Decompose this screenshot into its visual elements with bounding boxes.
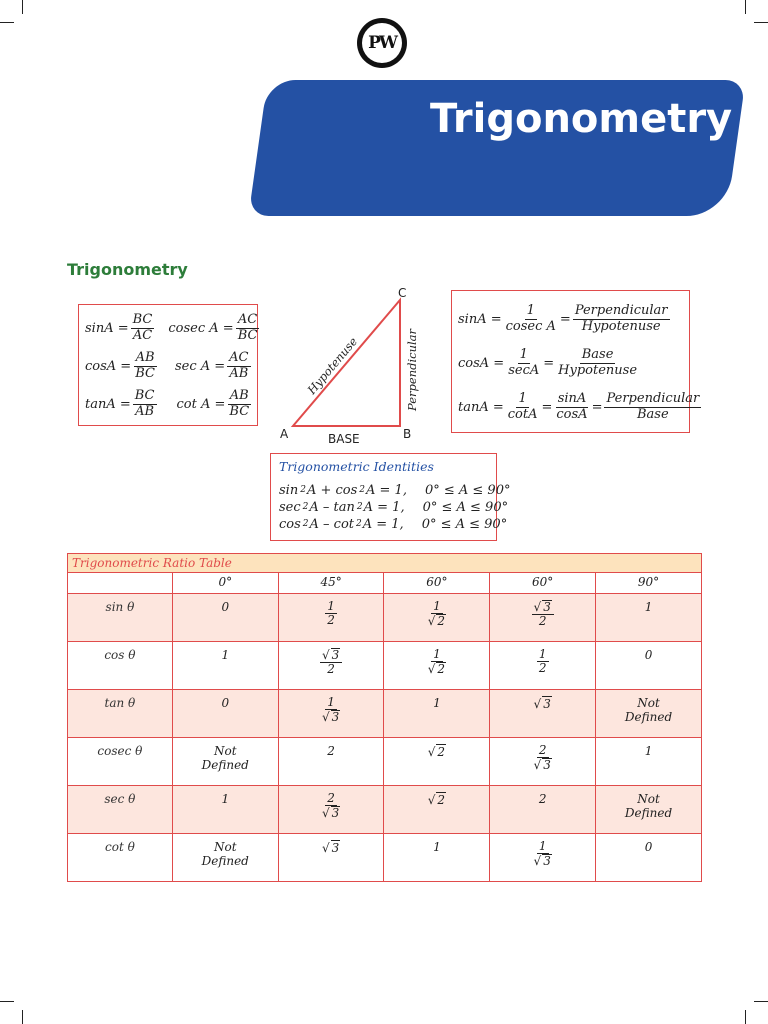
crop-mark xyxy=(0,22,14,23)
fraction-numerator: √ 3 xyxy=(532,600,554,615)
exponent: 2 xyxy=(359,485,365,495)
fraction-denominator: secA xyxy=(508,362,540,378)
equals-sign: = xyxy=(543,355,555,371)
identity-row xyxy=(279,499,509,516)
row-label: tan θ xyxy=(68,690,173,738)
crop-mark xyxy=(754,22,768,23)
table-cell: 0 xyxy=(596,834,702,882)
table-cell xyxy=(384,594,490,642)
identity-list xyxy=(279,482,511,533)
fraction-numerator: BC xyxy=(132,312,153,328)
header-cell: 60° xyxy=(490,573,596,594)
radicand: 2 xyxy=(437,614,446,629)
radicand: 3 xyxy=(331,648,340,662)
fraction-denominator: BC xyxy=(229,403,250,419)
ratio-lhs: sinA = xyxy=(85,320,129,336)
definition-lhs: sinA = xyxy=(458,311,502,327)
equals-sign: = xyxy=(559,311,571,327)
table-cell: √ 3 xyxy=(278,834,384,882)
ratio-lhs: cosec A = xyxy=(168,320,234,336)
vertex-b-label: B xyxy=(403,427,412,441)
table-cell: 1 xyxy=(384,690,490,738)
not-defined-text: Not xyxy=(213,840,237,854)
table-cell: √ 2 xyxy=(384,738,490,786)
header-cell: 90° xyxy=(596,573,702,594)
table-cell xyxy=(278,786,384,834)
fraction-denominator: BC xyxy=(135,365,155,381)
table-caption: Trigonometric Ratio Table xyxy=(68,554,702,573)
definition-lhs: cosA = xyxy=(458,355,505,371)
identity-condition: 0° ≤ A ≤ 90° xyxy=(422,500,509,515)
fraction-numerator: Perpendicular xyxy=(606,391,700,407)
fraction-numerator: 1 xyxy=(518,391,527,407)
fraction-denominator: Hypotenuse xyxy=(581,318,661,334)
radicand: 3 xyxy=(331,841,340,855)
pw-logo xyxy=(357,18,407,68)
not-defined-text: Not xyxy=(637,792,660,806)
row-label: cosec θ xyxy=(68,738,173,786)
ratio-row xyxy=(85,309,258,347)
table-caption-row xyxy=(68,554,702,573)
fraction-denominator: 2 xyxy=(327,662,335,677)
fraction-numerator: 1 xyxy=(526,303,535,319)
header-cell: 45° xyxy=(278,573,384,594)
ratio-lhs: cosA = xyxy=(85,358,132,374)
crop-mark xyxy=(22,0,23,14)
exponent: 2 xyxy=(300,485,306,495)
table-cell xyxy=(278,642,384,690)
fraction-numerator: 2 xyxy=(327,791,335,805)
identity-row xyxy=(279,482,511,499)
crop-mark xyxy=(0,1001,14,1002)
table-cell xyxy=(596,690,702,738)
table-row xyxy=(68,642,702,690)
row-label: sin θ xyxy=(68,594,173,642)
fraction-denominator: cosA xyxy=(556,406,588,422)
not-defined-text: Not xyxy=(637,696,660,710)
identity-part: A – cot xyxy=(309,517,354,532)
identity-part: sec xyxy=(279,500,301,515)
right-triangle-diagram xyxy=(275,283,435,448)
equals-sign: = xyxy=(541,399,553,415)
fraction-numerator: sinA xyxy=(557,391,587,407)
table-cell: 0 xyxy=(596,642,702,690)
not-defined-text: Defined xyxy=(201,854,249,868)
radicand: 2 xyxy=(437,745,446,759)
radicand: 3 xyxy=(543,854,551,869)
definition-lhs: tanA = xyxy=(458,399,504,415)
ratio-fraction xyxy=(133,389,157,419)
table-cell xyxy=(490,594,596,642)
table-row xyxy=(68,786,702,834)
table-cell xyxy=(172,738,278,786)
definition-fraction xyxy=(504,304,558,334)
fraction-numerator: AB xyxy=(229,388,249,404)
radicand: 2 xyxy=(437,793,446,807)
exponent: 2 xyxy=(302,502,309,512)
fraction-numerator: 1 xyxy=(433,647,441,661)
pw-logo-text: PW xyxy=(362,23,402,63)
banner-title: Trigonometry xyxy=(430,96,733,142)
fraction-denominator: √ 3 xyxy=(533,758,551,773)
table-cell: 1 xyxy=(172,786,278,834)
fraction-numerator: AC xyxy=(237,312,258,328)
identity-part: A = 1, xyxy=(363,500,405,515)
table-cell: 1 xyxy=(384,834,490,882)
table-cell: 0 xyxy=(172,690,278,738)
ratio-row xyxy=(85,347,251,385)
vertex-c-label: C xyxy=(398,286,407,300)
identity-part: A – tan xyxy=(309,500,355,515)
crop-mark xyxy=(745,0,746,14)
triangle-shape xyxy=(293,300,400,426)
ratio-lhs: cot A = xyxy=(176,396,226,412)
identities-box xyxy=(270,453,511,541)
fraction-numerator: Perpendicular xyxy=(574,303,668,319)
fraction-numerator: AC xyxy=(229,350,249,366)
vertex-a-label: A xyxy=(280,427,289,441)
table-cell xyxy=(490,834,596,882)
radicand: 3 xyxy=(543,758,551,773)
ratio-fraction xyxy=(131,313,155,343)
fraction-denominator: √ 3 xyxy=(533,854,551,869)
section-title: Trigonometry xyxy=(67,260,188,279)
table-cell: 1 xyxy=(596,738,702,786)
equals-sign: = xyxy=(591,399,603,415)
fraction-denominator: Hypotenuse xyxy=(558,362,638,378)
ratio-row xyxy=(85,385,251,423)
identity-condition: 0° ≤ A ≤ 90° xyxy=(424,483,511,498)
radicand: 3 xyxy=(543,600,551,614)
ratios-box xyxy=(78,304,258,426)
definition-row xyxy=(458,297,683,341)
fraction-numerator: 1 xyxy=(327,599,335,613)
table-cell: 1 xyxy=(172,642,278,690)
fraction-denominator: √ 3 xyxy=(321,710,340,725)
identity-part: cos xyxy=(279,517,301,532)
fraction-numerator: 2 xyxy=(538,743,547,757)
definition-fraction xyxy=(506,392,540,422)
fraction-denominator: AB xyxy=(135,403,155,419)
perpendicular-label: Perpendicular xyxy=(405,328,419,411)
ratio-fraction xyxy=(133,351,157,381)
identity-part: sin xyxy=(279,483,299,498)
table-row xyxy=(68,738,702,786)
hypotenuse-label: Hypotenuse xyxy=(304,334,361,397)
exponent: 2 xyxy=(356,519,362,529)
fraction-numerator: 1 xyxy=(538,839,547,853)
header-cell xyxy=(68,573,173,594)
exponent: 2 xyxy=(356,502,363,512)
fraction-numerator: 1 xyxy=(433,599,441,613)
fraction-denominator: AB xyxy=(229,365,249,381)
fraction-denominator: AC xyxy=(132,327,153,343)
ratio-fraction xyxy=(227,351,250,381)
fraction-numerator: BC xyxy=(134,388,155,404)
definition-fraction xyxy=(556,348,639,378)
ratio-fraction xyxy=(236,313,260,343)
crop-mark xyxy=(745,1010,746,1024)
radicand: 2 xyxy=(437,662,446,677)
definition-fraction xyxy=(506,348,541,378)
fraction-denominator: √ 2 xyxy=(427,614,446,629)
header-cell: 60° xyxy=(384,573,490,594)
definition-fraction xyxy=(573,304,670,334)
identity-part: A + cos xyxy=(306,483,358,498)
table-cell xyxy=(384,642,490,690)
table-cell xyxy=(490,738,596,786)
not-defined-text: Defined xyxy=(624,710,673,724)
header-cell: 0° xyxy=(172,573,278,594)
fraction-numerator: √ 3 xyxy=(320,648,342,663)
fraction-denominator: BC xyxy=(237,327,258,343)
base-label: BASE xyxy=(328,432,360,446)
table-row xyxy=(68,690,702,738)
fraction-denominator: √ 2 xyxy=(427,662,446,677)
definitions-box xyxy=(451,290,700,433)
fraction-numerator: 1 xyxy=(327,695,335,709)
fraction-numerator: Base xyxy=(581,347,614,363)
identities-title: Trigonometric Identities xyxy=(279,459,434,474)
definition-row xyxy=(458,341,683,385)
table-cell: √ 3 xyxy=(490,690,596,738)
table-header-row xyxy=(68,573,702,594)
fraction-denominator: 2 xyxy=(538,661,547,676)
fraction-denominator: Base xyxy=(637,406,669,422)
table-row xyxy=(68,594,702,642)
ratio-lhs: tanA = xyxy=(85,396,131,412)
fraction-denominator: √ 3 xyxy=(321,806,340,821)
fraction-denominator: 2 xyxy=(327,613,335,628)
table-cell: 2 xyxy=(490,786,596,834)
table-cell: √ 2 xyxy=(384,786,490,834)
table-cell: 1 xyxy=(596,594,702,642)
crop-mark xyxy=(22,1010,23,1024)
table-cell xyxy=(172,834,278,882)
radicand: 3 xyxy=(331,710,340,725)
row-label: cos θ xyxy=(68,642,173,690)
fraction-numerator: 1 xyxy=(519,347,528,363)
table-cell xyxy=(596,786,702,834)
exponent: 2 xyxy=(302,519,309,529)
ratio-table xyxy=(67,553,702,882)
table-cell xyxy=(278,594,384,642)
not-defined-text: Defined xyxy=(624,806,673,820)
identity-row xyxy=(279,516,508,533)
fraction-numerator: AB xyxy=(135,350,155,366)
identity-part: A = 1, xyxy=(366,483,407,498)
table-cell: 0 xyxy=(172,594,278,642)
table-cell xyxy=(490,642,596,690)
table-row xyxy=(68,834,702,882)
fraction-denominator: cotA xyxy=(507,406,538,422)
fraction-denominator: 2 xyxy=(538,614,547,629)
table-cell: 2 xyxy=(278,738,384,786)
row-label: sec θ xyxy=(68,786,173,834)
row-label: cot θ xyxy=(68,834,173,882)
identity-condition: 0° ≤ A ≤ 90° xyxy=(421,517,508,532)
not-defined-text: Defined xyxy=(201,758,249,772)
ratio-lhs: sec A = xyxy=(174,358,226,374)
ratio-fraction xyxy=(227,389,251,419)
identity-part: A = 1, xyxy=(362,517,404,532)
definition-fraction xyxy=(554,392,589,422)
radicand: 3 xyxy=(543,697,551,711)
definition-row xyxy=(458,385,700,429)
table-cell xyxy=(278,690,384,738)
fraction-denominator: cosec A xyxy=(505,318,556,334)
fraction-numerator: 1 xyxy=(538,647,547,661)
not-defined-text: Not xyxy=(213,744,237,758)
crop-mark xyxy=(754,1001,768,1002)
definition-fraction xyxy=(604,392,701,422)
radicand: 3 xyxy=(331,806,340,821)
